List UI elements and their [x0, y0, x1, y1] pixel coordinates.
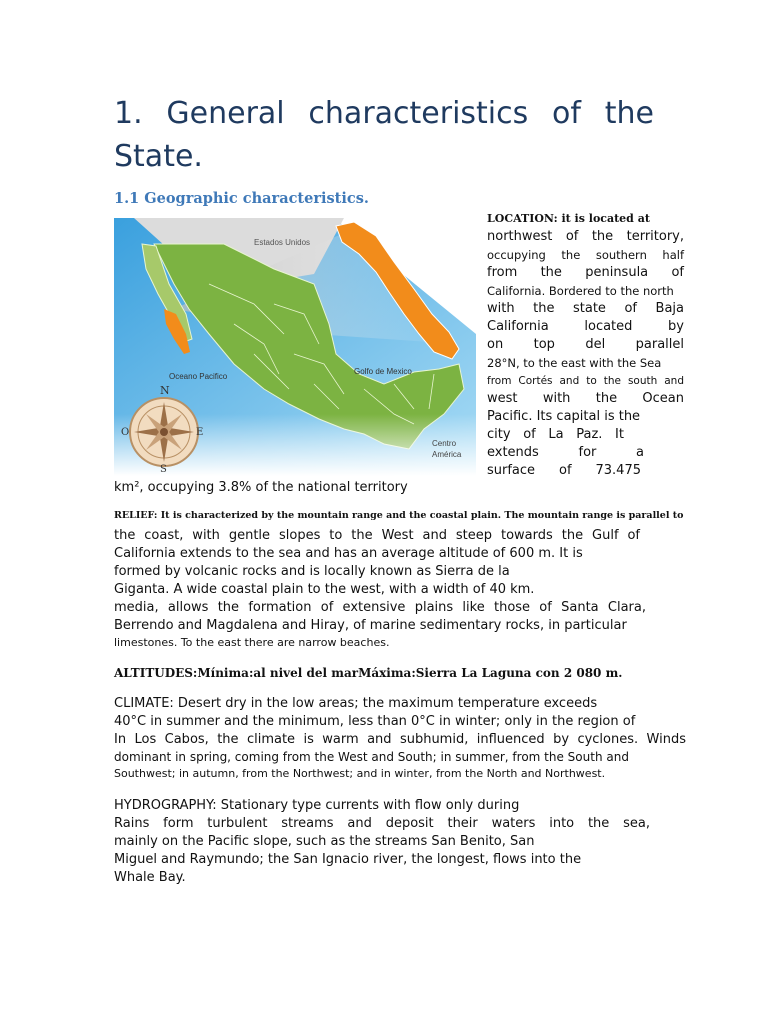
compass-o-label: O: [121, 427, 130, 438]
relief-line: Berrendo and Magdalena and Hiray, of marine sedimentary rocks, in particular: [114, 618, 627, 633]
location-line: surface of 73.475: [487, 463, 641, 478]
label-estados-unidos: Estados Unidos: [254, 238, 311, 247]
label-golfo-de-mexico: Golfo de Mexico: [354, 367, 412, 376]
location-continuation: km², occupying 3.8% of the national territory: [114, 480, 408, 495]
hydrography-line: mainly on the Pacific slope, such as the streams San Benito, San: [114, 834, 535, 849]
compass-s-label: S: [160, 464, 167, 475]
location-line: extends for a: [487, 445, 644, 460]
location-line: Pacific. Its capital is the: [487, 409, 641, 424]
compass-e-label: E: [196, 427, 204, 438]
location-line: city of La Paz. It: [487, 427, 624, 442]
relief-intro: RELIEF: It is characterized by the mountain range and the coastal plain. The mountain range is parallel to: [114, 510, 684, 521]
location-line: 28°N, to the east with the Sea: [487, 356, 662, 370]
location-line: from the peninsula of: [487, 265, 684, 280]
location-line: California. Bordered to the north: [487, 284, 674, 298]
climate-line: 40°C in summer and the minimum, less than 0°C in winter; only in the region of: [114, 714, 636, 729]
location-line: with the state of Baja: [487, 301, 684, 316]
compass-n-label: N: [160, 384, 170, 397]
compass-rose-icon: [130, 398, 198, 466]
title-line-1: 1. General characteristics of the: [114, 96, 654, 131]
location-line: from Cortés and to the south and: [487, 375, 684, 387]
climate-line: Southwest; in autumn, from the Northwest; and in winter, from the North and Northwest.: [114, 767, 606, 780]
relief-line: formed by volcanic rocks and is locally known as Sierra de la: [114, 564, 510, 579]
location-text: [487, 210, 684, 480]
title-line-2: State.: [114, 139, 203, 174]
climate-line: dominant in spring, coming from the West and South; in summer, from the South and: [114, 750, 629, 764]
hydrography-line: Whale Bay.: [114, 870, 186, 885]
hydrography-line: Miguel and Raymundo; the San Ignacio river, the longest, flows into the: [114, 852, 582, 867]
relief-line: the coast, with gentle slopes to the West and steep towards the Gulf of: [114, 528, 640, 543]
mexico-map: [114, 214, 476, 476]
relief-line: California extends to the sea and has an average altitude of 600 m. It is: [114, 546, 583, 561]
relief-line: limestones. To the east there are narrow beaches.: [114, 636, 390, 649]
relief-line: Giganta. A wide coastal plain to the west, with a width of 40 km.: [114, 582, 535, 597]
location-line: LOCATION: it is located at: [487, 212, 650, 225]
hydrography-line: HYDROGRAPHY: Stationary type currents with flow only during: [114, 798, 520, 813]
altitudes-text: ALTITUDES:Mínima:al nivel del marMáxima:Sierra La Laguna con 2 080 m.: [114, 666, 623, 680]
page-title: [114, 92, 654, 178]
climate-line: CLIMATE: Desert dry in the low areas; the maximum temperature exceeds: [114, 696, 598, 711]
section-subtitle: 1.1 Geographic characteristics.: [114, 190, 369, 207]
label-america: América: [432, 450, 462, 459]
climate-line: In Los Cabos, the climate is warm and subhumid, influenced by cyclones. Winds: [114, 732, 686, 747]
label-oceano-pacifico: Oceano Pacifico: [169, 372, 228, 381]
location-line: west with the Ocean: [487, 391, 684, 406]
location-line: northwest of the territory,: [487, 229, 684, 244]
label-centro: Centro: [432, 439, 457, 448]
location-line: on top del parallel: [487, 337, 684, 352]
location-line: California located by: [487, 319, 684, 334]
hydrography-line: Rains form turbulent streams and deposit their waters into the sea,: [114, 816, 650, 831]
relief-line: media, allows the formation of extensive plains like those of Santa Clara,: [114, 600, 646, 615]
location-line: occupying the southern half: [487, 248, 684, 262]
